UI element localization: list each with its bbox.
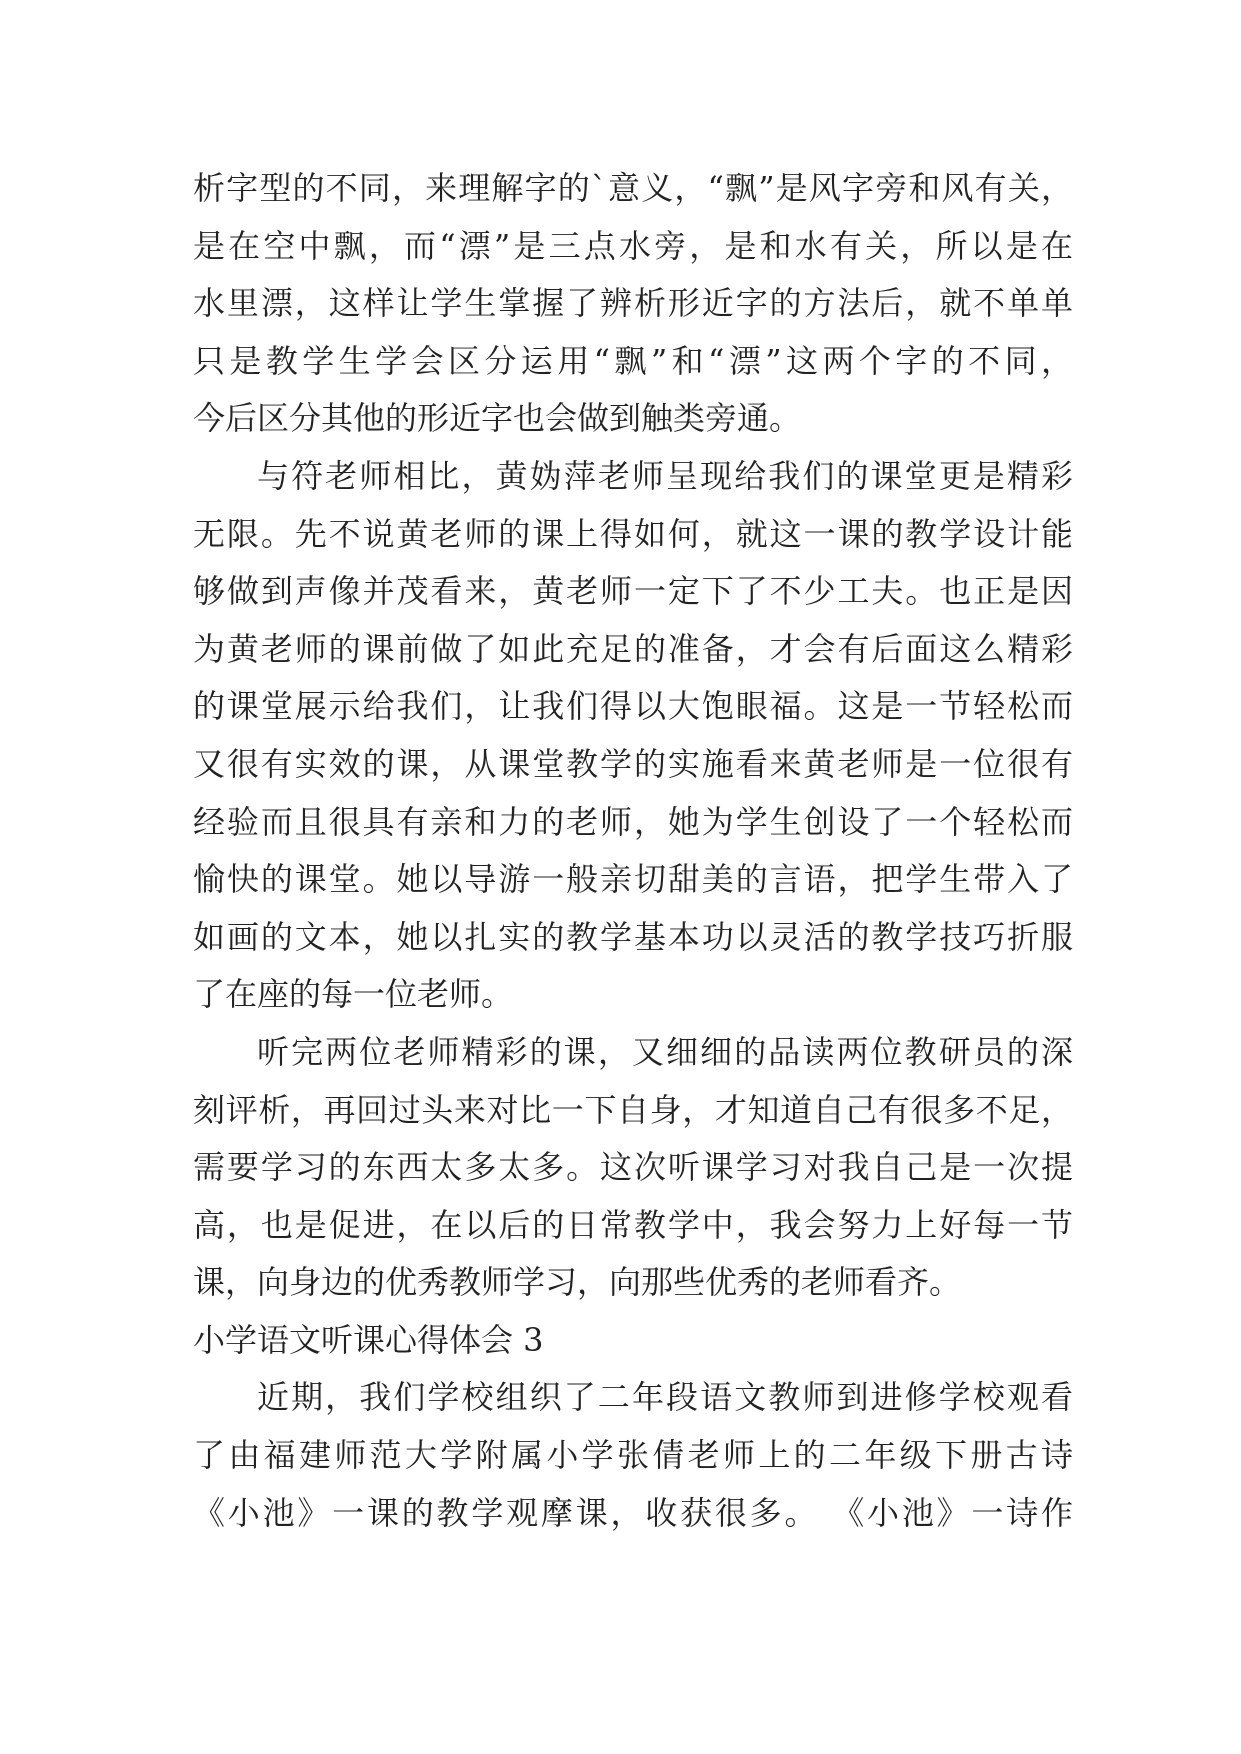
text-line: 如画的文本，她以扎实的教学基本功以灵活的教学技巧折服 xyxy=(193,917,1073,956)
document-body xyxy=(193,160,1073,1542)
text-line: 够做到声像并茂看来，黄老师一定下了不少工夫。也正是因 xyxy=(193,572,1073,611)
text-line: 经验而且很具有亲和力的老师，她为学生创设了一个轻松而 xyxy=(193,802,1073,841)
text-line: 听完两位老师精彩的课，又细细的品读两位教研员的深 xyxy=(257,1032,1073,1071)
text-line: 近期，我们学校组织了二年段语文教师到进修学校观看 xyxy=(257,1378,1073,1417)
text-line: 的课堂展示给我们，让我们得以大饱眼福。这是一节轻松而 xyxy=(193,687,1073,726)
text-line: 课，向身边的优秀教师学习，向那些优秀的老师看齐。 xyxy=(193,1263,962,1302)
text-line: 高，也是促进，在以后的日常教学中，我会努力上好每一节 xyxy=(193,1205,1073,1244)
text-line: 只是教学生学会区分运用“飘”和“漂”这两个字的不同， xyxy=(193,341,1073,380)
section-heading: 小学语文听课心得体会 3 xyxy=(193,1320,544,1359)
text-line: 又很有实效的课，从课堂教学的实施看来黄老师是一位很有 xyxy=(193,744,1073,783)
text-line: 了在座的每一位老师。 xyxy=(193,975,514,1014)
text-line: 为黄老师的课前做了如此充足的准备，才会有后面这么精彩 xyxy=(193,629,1073,668)
text-line: 愉快的课堂。她以导游一般亲切甜美的言语，把学生带入了 xyxy=(193,860,1073,899)
text-line: 水里漂，这样让学生掌握了辨析形近字的方法后，就不单单 xyxy=(193,284,1073,323)
text-line: 与符老师相比，黄妫萍老师呈现给我们的课堂更是精彩 xyxy=(257,456,1073,495)
text-line: 《小池》一课的教学观摩课，收获很多。 《小池》一诗作 xyxy=(193,1493,1073,1532)
text-line: 是在空中飘，而“漂”是三点水旁，是和水有关，所以是在 xyxy=(193,226,1073,265)
text-line: 刻评析，再回过头来对比一下自身，才知道自己有很多不足， xyxy=(193,1090,1073,1129)
text-line: 无限。先不说黄老师的课上得如何，就这一课的教学设计能 xyxy=(193,514,1073,553)
text-line: 需要学习的东西太多太多。这次听课学习对我自己是一次提 xyxy=(193,1148,1073,1187)
text-line: 了由福建师范大学附属小学张倩老师上的二年级下册古诗 xyxy=(193,1436,1073,1475)
text-line: 今后区分其他的形近字也会做到触类旁通。 xyxy=(193,399,802,438)
text-line: 析字型的不同，来理解字的`意义，“飘”是风字旁和风有关， xyxy=(193,169,1073,207)
